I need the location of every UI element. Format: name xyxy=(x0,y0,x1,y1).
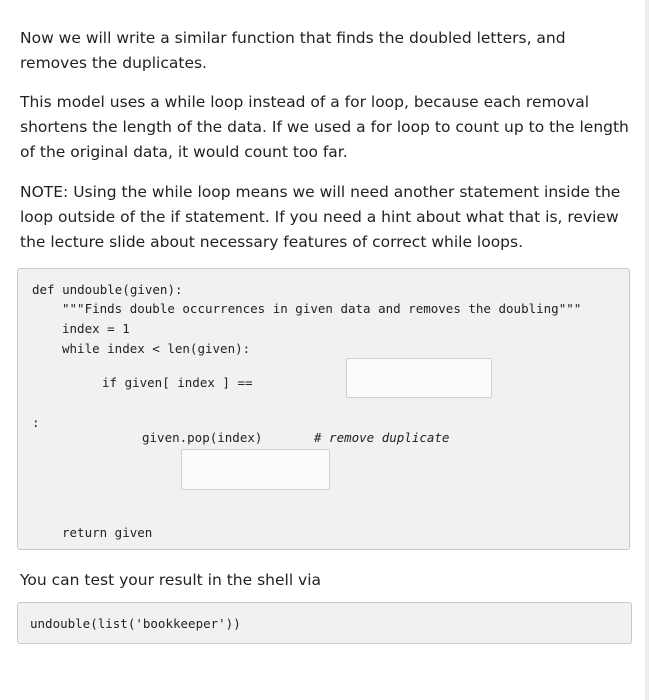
code-pop-line: given.pop(index) xyxy=(142,430,263,445)
code-index-init: index = 1 xyxy=(62,321,130,336)
code-return-line: return given xyxy=(62,525,153,540)
shell-command: undouble(list('bookkeeper')) xyxy=(30,616,241,631)
code-if-line: if given[ index ] == xyxy=(102,375,253,390)
code-box xyxy=(17,268,630,550)
code-docstring: """Finds double occurrences in given data and removes the doubling""" xyxy=(62,301,582,316)
code-while-line: while index < len(given): xyxy=(62,341,251,356)
intro-paragraph-2: This model uses a while loop instead of a for loop, because each removal shortens the length of the data. If we used a for loop to count up to the length of the original data, it would count too far. xyxy=(20,93,629,161)
code-def-line: def undouble(given): xyxy=(32,282,183,297)
code-colon: : xyxy=(32,415,40,430)
shell-command-box xyxy=(17,602,632,644)
answer-blank-condition[interactable] xyxy=(346,358,492,398)
note-paragraph: NOTE: Using the while loop means we will need another statement inside the loop outside of the if statement. If you need a hint about what that is, review the lecture slide about necessary features of correct while loops. xyxy=(20,183,621,251)
answer-blank-statement[interactable] xyxy=(181,449,330,490)
intro-paragraph-1: Now we will write a similar function that finds the doubled letters, and removes the duplicates. xyxy=(20,29,566,72)
shell-caption: You can test your result in the shell via xyxy=(20,571,322,589)
code-comment: # remove duplicate xyxy=(314,430,450,445)
